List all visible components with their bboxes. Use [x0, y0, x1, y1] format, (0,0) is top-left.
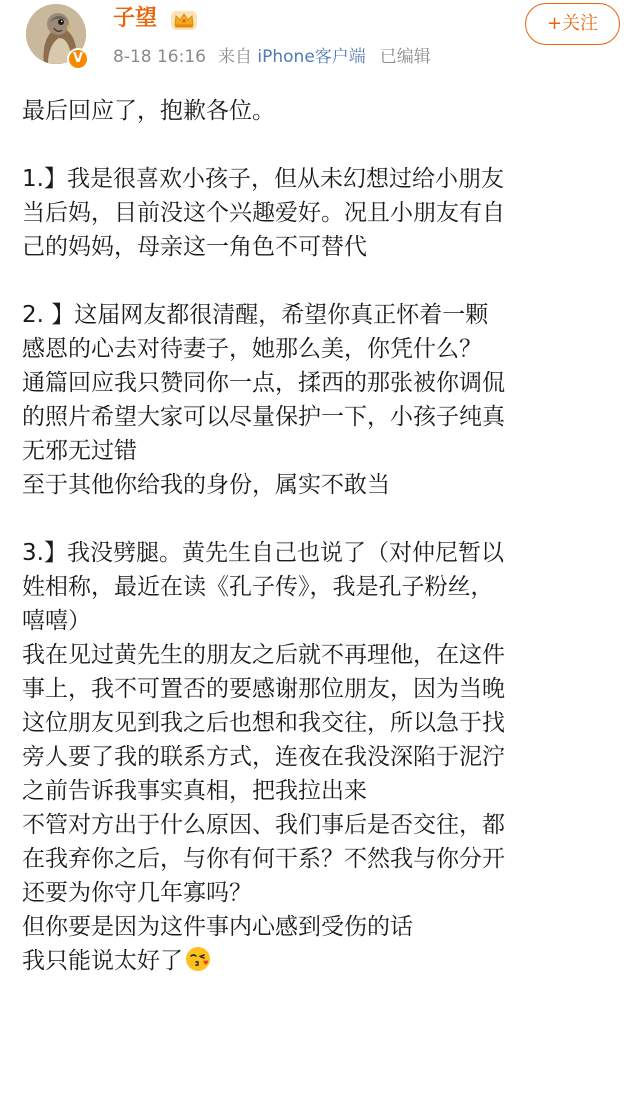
follow-button[interactable]: +关注 — [525, 3, 620, 45]
username[interactable]: 子望 — [113, 6, 158, 31]
post-line: 最后回应了，抱歉各位。 — [22, 98, 275, 124]
post-header — [0, 0, 641, 82]
post-body — [22, 94, 634, 978]
post-line-last — [22, 944, 634, 978]
source-device-link[interactable]: iPhone客户端 — [257, 47, 366, 67]
post-blank-line — [22, 264, 634, 298]
post-line: 1.】我是很喜欢小孩子，但从未幻想过给小朋友 — [22, 166, 504, 192]
post-line: 姓相称，最近在读《孔子传》，我是孔子粉丝， — [22, 574, 494, 600]
post-line-last-text: 我只能说太好了 — [22, 948, 183, 974]
post-line: 旁人要了我的联系方式，连夜在我没深陷于泥泞 — [22, 744, 505, 770]
post-time: 8-18 16:16 — [113, 47, 206, 67]
post-blank-line — [22, 128, 634, 162]
post-line: 的照片希望大家可以尽量保护一下，小孩子纯真 — [22, 404, 505, 430]
post-line: 当后妈，目前没这个兴趣爱好。况且小朋友有自 — [22, 200, 505, 226]
post-line: 我在见过黄先生的朋友之后就不再理他，在这件 — [22, 642, 505, 668]
post-meta — [113, 46, 431, 68]
verified-badge-icon: V — [67, 48, 89, 70]
post-line: 事上，我不可置否的要感谢那位朋友，因为当晚 — [22, 676, 505, 702]
post-line: 己的妈妈，母亲这一角色不可替代 — [22, 234, 367, 260]
post-line: 2. 】这届网友都很清醒，希望你真正怀着一颗 — [22, 302, 489, 328]
kissing-face-emoji-icon — [185, 946, 211, 972]
post-line: 至于其他你给我的身份，属实不敢当 — [22, 472, 390, 498]
post-line: 通篇回应我只赞同你一点，揉西的那张被你调侃 — [22, 370, 505, 396]
post-line: 但你要是因为这件事内心感到受伤的话 — [22, 914, 413, 940]
post-line: 3.】我没劈腿。黄先生自己也说了（对仲尼暂以 — [22, 540, 504, 566]
post-line: 感恩的心去对待妻子，她那么美，你凭什么？ — [22, 336, 482, 362]
edited-label[interactable]: 已编辑 — [379, 47, 431, 67]
post-line: 无邪无过错 — [22, 438, 137, 464]
post-line: 不管对方出于什么原因、我们事后是否交往，都 — [22, 812, 505, 838]
post-line: 这位朋友见到我之后也想和我交往，所以急于找 — [22, 710, 505, 736]
post-blank-line — [22, 502, 634, 536]
post-line: 嘻嘻） — [22, 608, 91, 634]
post-line: 之前告诉我事实真相，把我拉出来 — [22, 778, 367, 804]
post-line: 在我弃你之后，与你有何干系？不然我与你分开 — [22, 846, 505, 872]
source-prefix: 来自 — [217, 47, 252, 67]
post-line: 还要为你守几年寡吗？ — [22, 880, 252, 906]
crown-icon — [170, 8, 198, 32]
